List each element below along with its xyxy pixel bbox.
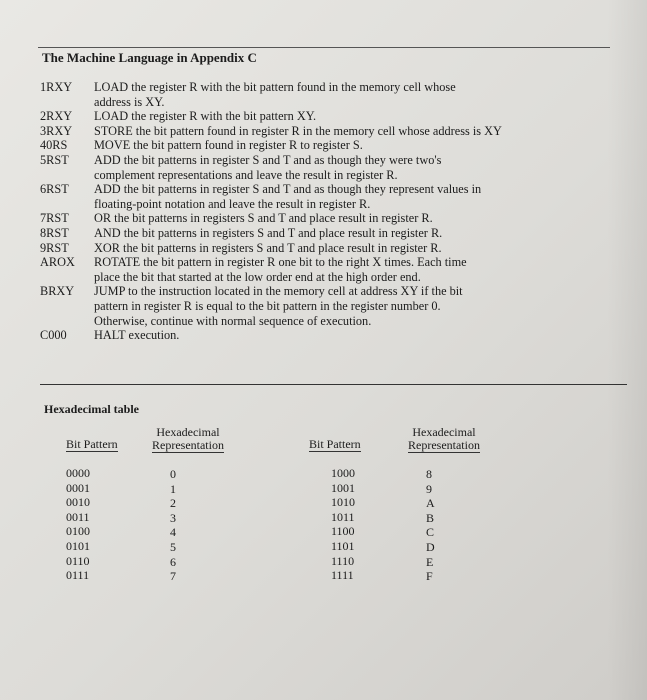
instruction-line: floating-point notation and leave the result in register R. (94, 196, 371, 211)
instruction-line: ROTATE the bit pattern in register R one bit to the right X times. Each time (94, 255, 467, 270)
bit-pattern-cell: 0110 (66, 553, 90, 568)
instruction-row (40, 284, 600, 328)
bit-pattern-cell: 1100 (331, 524, 355, 539)
bit-pattern-cell: 1000 (331, 466, 355, 480)
hex-digit-cell: 7 (170, 569, 176, 584)
instruction-description (94, 153, 600, 182)
hex-digit-cell: 0 (170, 467, 176, 481)
right-hex-values (408, 467, 480, 584)
instruction-description (94, 109, 600, 124)
instruction-description (94, 80, 600, 109)
instruction-line: pattern in register R is equal to the bit pattern in the register number 0. (94, 298, 441, 313)
bit-pattern-cell: 1001 (331, 480, 355, 495)
left-hex-header-1: Hexadecimal (156, 425, 220, 439)
instruction-code: 40RS (40, 138, 68, 153)
right-bit-header: Bit Pattern (309, 437, 361, 451)
instruction-row (40, 182, 600, 211)
hex-digit-cell: 9 (426, 481, 432, 496)
top-rule (38, 47, 610, 48)
instruction-description (94, 226, 600, 241)
instruction-line: ADD the bit patterns in register S and T and as though they were two's (94, 152, 442, 167)
bit-pattern-cell: 0101 (66, 538, 90, 553)
instruction-code: 3RXY (40, 123, 73, 138)
left-bit-column (66, 438, 118, 583)
hex-digit-cell: 4 (170, 525, 176, 540)
bottom-rule (40, 384, 627, 385)
instruction-row (40, 241, 600, 256)
bit-pattern-cell: 1010 (331, 495, 355, 510)
instruction-code: AROX (40, 255, 75, 270)
instruction-line: JUMP to the instruction located in the memory cell at address XY if the bit (94, 284, 463, 299)
instruction-line: HALT execution. (94, 328, 180, 343)
right-hex-header-2: Representation (408, 438, 480, 452)
right-hex-column (408, 426, 480, 584)
bit-pattern-cell: 0011 (66, 509, 90, 524)
hex-digit-cell: 6 (170, 554, 176, 569)
instruction-line: address is XY. (94, 94, 165, 109)
bit-pattern-cell: 1011 (331, 509, 355, 524)
instruction-description (94, 241, 600, 256)
instruction-code: 7RST (40, 211, 69, 226)
instruction-line: OR the bit patterns in registers S and T and place result in register R. (94, 211, 433, 226)
bit-pattern-cell: 0000 (66, 466, 90, 480)
bit-pattern-cell: 0111 (66, 568, 90, 583)
instruction-line: complement representations and leave the result in register R. (94, 167, 398, 182)
instruction-description (94, 328, 600, 343)
instruction-code: 1RXY (40, 80, 73, 94)
instruction-description (94, 182, 600, 211)
right-bit-values (309, 466, 361, 583)
instruction-description (94, 138, 600, 153)
section-title: The Machine Language in Appendix C (42, 50, 257, 65)
instruction-line: ADD the bit patterns in register S and T and as though they represent values in (94, 182, 482, 197)
hex-digit-cell: E (426, 554, 434, 569)
bit-pattern-cell: 1110 (331, 553, 355, 568)
instruction-line: Otherwise, continue with normal sequence of execution. (94, 313, 372, 328)
right-bit-column (309, 438, 361, 583)
instruction-code: 6RST (40, 182, 69, 197)
instruction-line: XOR the bit patterns in registers S and T and place result in register R. (94, 240, 442, 255)
right-hex-header-1: Hexadecimal (412, 425, 476, 439)
page-shadow (607, 0, 647, 700)
hex-digit-cell: 3 (170, 510, 176, 525)
instruction-row (40, 124, 600, 139)
bit-pattern-cell: 0010 (66, 495, 90, 510)
left-bit-values (66, 466, 118, 583)
bit-pattern-cell: 1111 (331, 568, 354, 583)
instruction-code: 2RXY (40, 109, 73, 124)
instruction-line: LOAD the register R with the bit pattern XY. (94, 109, 317, 124)
instruction-line: AND the bit patterns in registers S and T and place result in register R. (94, 225, 443, 240)
instruction-row (40, 153, 600, 182)
instruction-row (40, 211, 600, 226)
hex-digit-cell: C (426, 525, 435, 540)
hex-digit-cell: 1 (170, 481, 176, 496)
instruction-line: STORE the bit pattern found in register R in the memory cell whose address is XY (94, 123, 502, 138)
instruction-description (94, 284, 600, 328)
instruction-row (40, 328, 600, 343)
hex-digit-cell: B (426, 510, 435, 525)
instruction-list (40, 80, 600, 343)
left-hex-column (152, 426, 224, 584)
left-hex-header-2: Representation (152, 438, 224, 452)
instruction-line: MOVE the bit pattern found in register R to register S. (94, 138, 363, 153)
instruction-code: C000 (40, 328, 67, 343)
instruction-code: 8RST (40, 225, 69, 240)
hex-digit-cell: 2 (170, 496, 176, 511)
instruction-code: BRXY (40, 284, 75, 299)
instruction-row (40, 109, 600, 124)
hex-digit-cell: A (426, 496, 435, 511)
left-hex-values (152, 467, 224, 584)
instruction-description (94, 211, 600, 226)
instruction-code: 9RST (40, 240, 69, 255)
instruction-description (94, 124, 600, 139)
hex-digit-cell: F (426, 569, 433, 584)
instruction-row (40, 138, 600, 153)
instruction-line: place the bit that started at the low order end at the high order end. (94, 269, 421, 284)
instruction-row (40, 226, 600, 241)
bit-pattern-cell: 0001 (66, 480, 90, 495)
bit-pattern-cell: 1101 (331, 538, 355, 553)
left-bit-header: Bit Pattern (66, 437, 118, 451)
instruction-row (40, 255, 600, 284)
hex-digit-cell: 5 (170, 539, 176, 554)
instruction-row (40, 80, 600, 109)
bit-pattern-cell: 0100 (66, 524, 90, 539)
hex-table-title: Hexadecimal table (44, 402, 139, 416)
instruction-line: LOAD the register R with the bit pattern found in the memory cell whose (94, 80, 456, 94)
hex-digit-cell: 8 (426, 467, 432, 481)
instruction-code: 5RST (40, 152, 69, 167)
hex-digit-cell: D (426, 539, 435, 554)
instruction-description (94, 255, 600, 284)
